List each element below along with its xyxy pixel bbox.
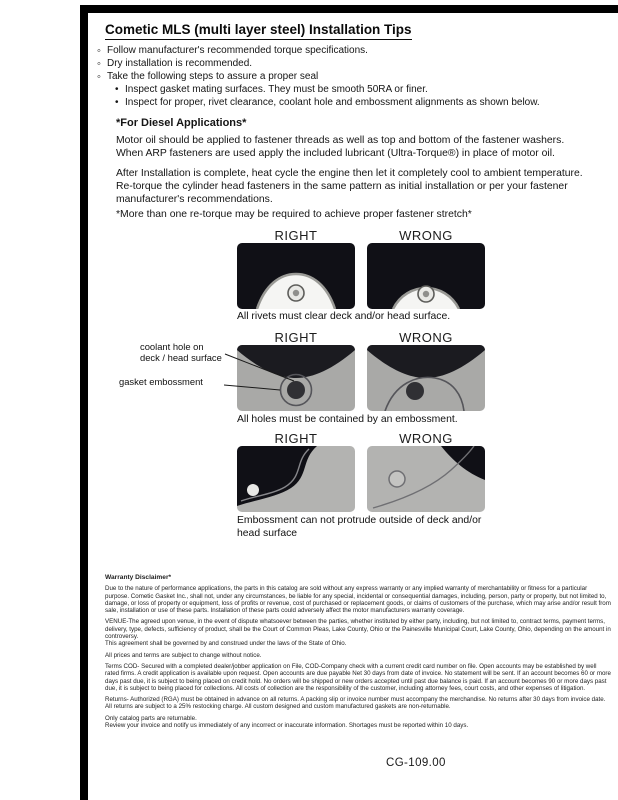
list-item [97, 45, 587, 58]
disclaimer-paragraph: Returns- Authorized (RGA) must be obtained in advance on all returns. A packing slip or invoice number must accompany the merchandise. No returns after 30 days from invoice date. All returns are subject to a 25% restocking charge. All custom designed and custom manufactured gaskets are non-returnable. [105, 696, 606, 711]
list-sub-item [115, 84, 587, 97]
diagram-rivet-clearance-right [237, 243, 355, 309]
retorque-note: *More than one re-torque may be required to achieve proper fastener stretch* [116, 209, 472, 220]
scan-edge-top [80, 5, 618, 13]
wrong-label: WRONG [399, 228, 453, 243]
right-label: RIGHT [274, 330, 318, 345]
diesel-paragraph-2: After Installation is complete, heat cycle the engine then let it completely cool to ambient temperature. Re-torque the cylinder head fasteners in the same pattern as initial installation or per your fastener manufacturer's recommendations. [116, 168, 583, 206]
disclaimer-paragraph: Only catalog parts are returnable. [105, 714, 197, 722]
diagram-protrusion-right [237, 446, 355, 512]
disclaimer-paragraph: This agreement shall be governed by and construed under the laws of the State of Ohio. [105, 640, 347, 648]
scan-edge-left [80, 5, 88, 800]
disclaimer-paragraph: Terms COD- Secured with a completed dealer/jobber application on File, COD-Company check with a current credit card number on file. Open accounts may be established by well rated firms. A credit application is available upon request. Open accounts are due payable Net 30 days from date of invoice. No statement will be sent. If an account becomes 60 or more days past due, it is subject to being placed on credit hold. No orders will be shipped or new orders accepted until past due balance is paid. If an account becomes 90 or more days past due, it is subject to being placed for collections. All costs of collection are the responsibility of the customer, including attorney fees, court costs, and other expenses of litigation. [105, 662, 611, 692]
diesel-applications-heading: *For Diesel Applications* [116, 117, 247, 129]
callout-coolant-line2: deck / head surface [140, 351, 222, 363]
disclaimer-heading: Warranty Disclaimer* [105, 574, 172, 581]
diagram-embossment-wrong [367, 345, 485, 411]
page-title: Cometic MLS (multi layer steel) Installation Tips [105, 22, 412, 40]
page-code: CG-109.00 [386, 757, 446, 769]
list-item [97, 71, 587, 84]
caption-rivets: All rivets must clear deck and/or head surface. [237, 311, 451, 322]
list-item [97, 58, 587, 71]
list-item-text: Inspect for proper, rivet clearance, coolant hole and embossment alignments as shown below. [125, 97, 540, 109]
callout-coolant-line1: coolant hole on [140, 341, 204, 352]
list-item-text: Dry installation is recommended. [107, 58, 253, 70]
disclaimer-paragraph: Due to the nature of performance applications, the parts in this catalog are sold without any express warranty or any implied warranty of merchantability or fitness for a particular purpose. Cometic Gasket Inc., shall not, under any circumstances, be liable for any special, incidental or consequential damages, including, person, party or property, but not limited to, damage, or loss of property or equipment, loss of profits or revenue, cost of purchased or replacement goods, or claims of customers of the purchase, which may arise and/or result from sale, installation or use of these parts. Installation of these parts could adversely affect the motor manufacturers warranty coverage. [105, 585, 611, 615]
list-item-text: Take the following steps to assure a proper seal [107, 71, 319, 83]
list-item-text: Follow manufacturer's recommended torque specifications. [107, 45, 368, 56]
disclaimer-paragraph: Review your invoice and notify us immediately of any incorrect or inaccurate information. Shortages must be reported within 10 days. [105, 722, 469, 730]
install-tips-list [97, 45, 587, 110]
caption-holes: All holes must be contained by an embossment. [237, 414, 458, 425]
disclaimer-paragraph: All prices and terms are subject to change without notice. [105, 651, 262, 659]
wrong-label: WRONG [399, 431, 453, 446]
list-item-text: Inspect gasket mating surfaces. They must be smooth 50RA or finer. [125, 84, 428, 96]
warranty-disclaimer [105, 574, 611, 733]
diagram-protrusion-wrong [367, 446, 485, 512]
right-label: RIGHT [274, 431, 318, 446]
list-sub-item [115, 97, 587, 110]
diagram-rivet-clearance-wrong [367, 243, 485, 309]
wrong-label: WRONG [399, 330, 453, 345]
caption-protrusion: Embossment can not protrude outside of deck and/or head surface [237, 515, 482, 539]
callout-pointer-lines [224, 348, 304, 398]
callout-gasket-embossment: gasket embossment [119, 376, 203, 387]
disclaimer-paragraph: VENUE-The agreed upon venue, in the event of dispute whatsoever between the parties, whether instituted by either party, including, but not limited to, contract terms, payment terms, delivery, type, defects, sufficiency of product, shall be the Court of Common Pleas, Lake County, Ohio or the Painesville Municipal Court, Lake County, Ohio, depending on the amount in controversy. [105, 618, 611, 641]
diesel-paragraph-1: Motor oil should be applied to fastener threads as well as top and bottom of the fastener washers. When ARP fasteners are used apply the included lubricant (Ultra-Torque®) in place of motor oil. [116, 135, 565, 160]
right-label: RIGHT [274, 228, 318, 243]
